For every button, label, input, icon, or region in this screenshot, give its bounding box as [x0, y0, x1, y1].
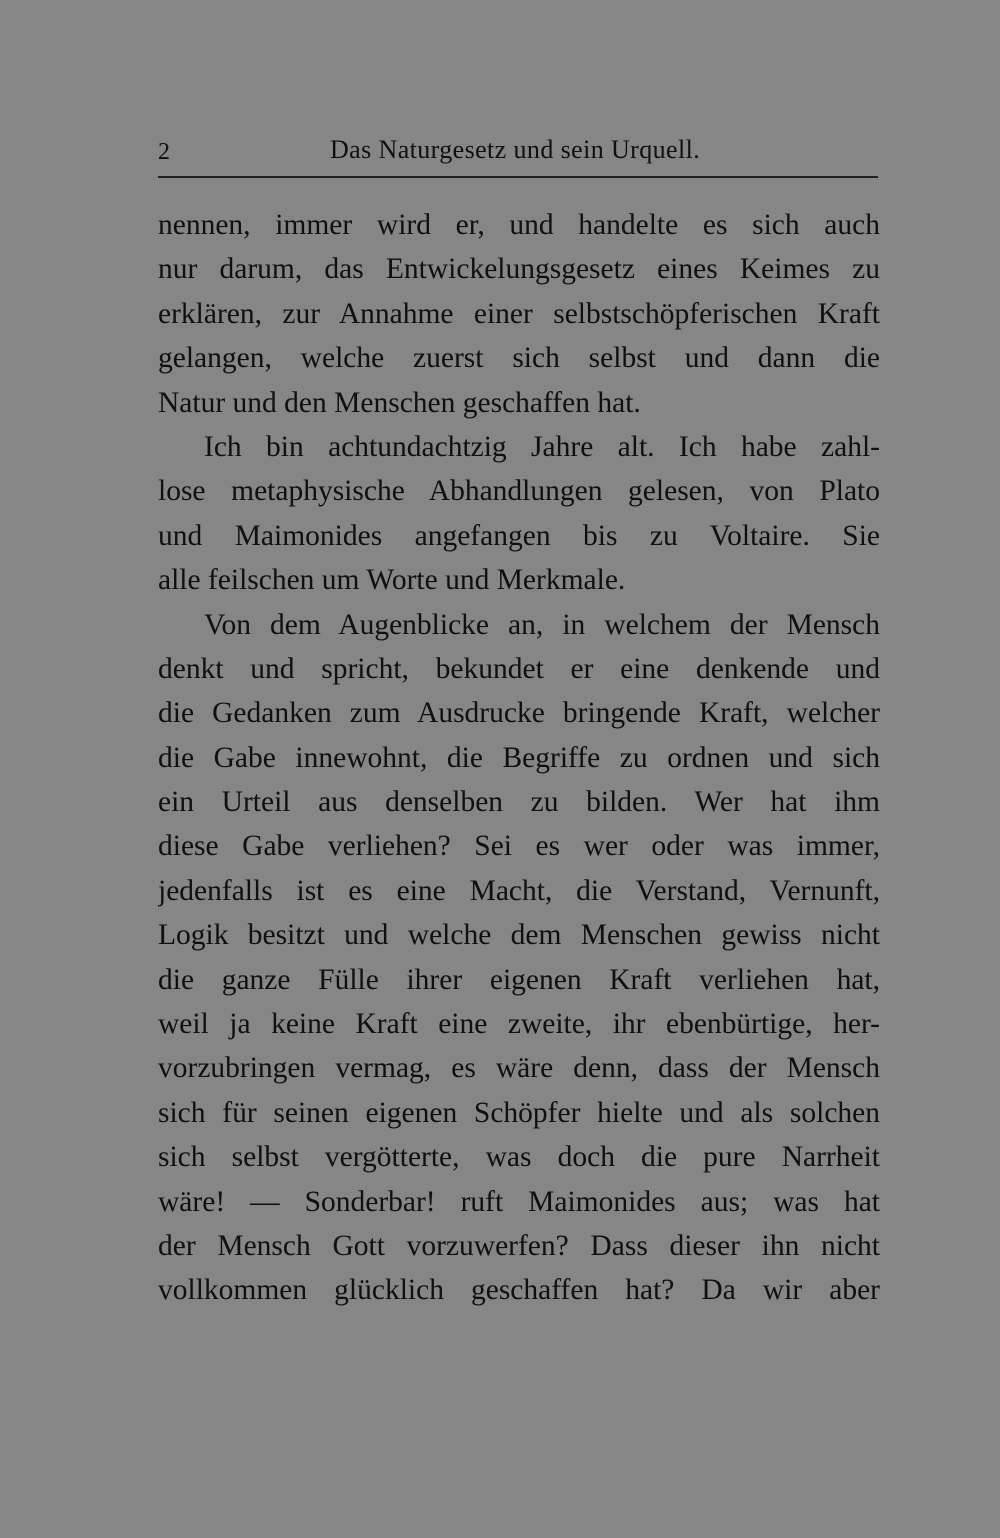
text-line: diese Gabe verliehen? Sei es wer oder was immer,: [158, 830, 880, 863]
text-line: alle feilschen um Worte und Merkmale.: [158, 564, 626, 597]
page-number: 2: [158, 139, 170, 165]
text-line: weil ja keine Kraft eine zweite, ihr ebenbürtige, her-: [158, 1008, 880, 1041]
text-line: erklären, zur Annahme einer selbstschöpferischen Kraft: [158, 297, 880, 330]
text-line: nennen, immer wird er, und handelte es sich auch: [158, 209, 880, 241]
running-title: Das Naturgesetz und sein Urquell.: [330, 135, 701, 164]
text-line: sich für seinen eigenen Schöpfer hielte und als solchen: [158, 1096, 880, 1129]
header-rule: [158, 176, 878, 178]
text-line: sich selbst vergötterte, was doch die pure Narrheit: [158, 1141, 880, 1174]
running-head: [158, 133, 878, 169]
text-line: nur darum, das Entwickelungsgesetz eines Keimes zu: [158, 253, 880, 286]
text-line: jedenfalls ist es eine Macht, die Verstand, Vernunft,: [158, 874, 880, 907]
text-line: die Gabe innewohnt, die Begriffe zu ordnen und sich: [158, 741, 880, 774]
text-line: die Gedanken zum Ausdrucke bringende Kraft, welcher: [158, 697, 880, 730]
text-line: gelangen, welche zuerst sich selbst und dann die: [158, 342, 880, 375]
text-line: denkt und spricht, bekundet er eine denkende und: [158, 652, 880, 685]
text-line: Von dem Augenblicke an, in welchem der Mensch: [204, 608, 880, 641]
text-line: Natur und den Menschen geschaffen hat.: [158, 386, 641, 419]
body-text: [158, 203, 880, 1313]
paragraph: [158, 603, 880, 1313]
text-line: Logik besitzt und welche dem Menschen gewiss nicht: [158, 919, 880, 952]
text-line: die ganze Fülle ihrer eigenen Kraft verliehen hat,: [158, 963, 880, 996]
text-line: lose metaphysische Abhandlungen gelesen, von Plato: [158, 475, 880, 508]
text-line: und Maimonides angefangen bis zu Voltaire. Sie: [158, 519, 880, 552]
text-line: wäre! — Sonderbar! ruft Maimonides aus; was hat: [158, 1185, 880, 1218]
text-line: Ich bin achtundachtzig Jahre alt. Ich habe zahl-: [204, 430, 880, 463]
text-line: ein Urteil aus denselben zu bilden. Wer hat ihm: [158, 786, 880, 819]
text-line: der Mensch Gott vorzuwerfen? Dass dieser ihn nicht: [158, 1229, 880, 1262]
text-line: vollkommen glücklich geschaffen hat? Da wir aber: [158, 1274, 880, 1307]
text-line: vorzubringen vermag, es wäre denn, dass der Mensch: [158, 1052, 880, 1085]
paragraph: [158, 203, 880, 425]
paragraph: [158, 425, 880, 603]
